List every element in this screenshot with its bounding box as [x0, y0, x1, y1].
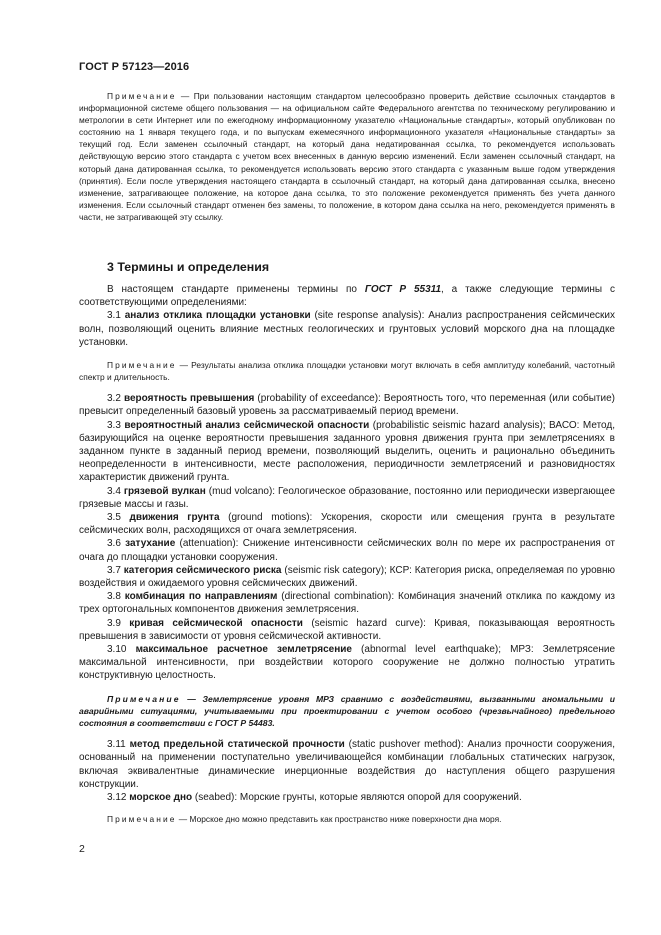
term-name: вероятность превышения	[123, 393, 255, 405]
term-name: кривая сейсмической опасности	[129, 617, 303, 629]
note-seabed: Примечание — Морское дно можно представить как пространство ниже поверхности дна моря.	[107, 814, 502, 825]
term-name: затухание	[125, 538, 176, 550]
term-3-3: 3.3 вероятностный анализ сейсмической опасности (probabilistic seismic hazard analysis); ВАСО: Метод, базирующийся на оценке вероятности превышения заданного уровня движения грунта при землетрясениях в заданном пункте в заданный период времени, позволяющий выделить, оценить и рационально объединить неопределенности в интенсивности, месте расположения, периодичности землетрясений и разновидностях характеристик движений грунта.	[79, 419, 615, 484]
term-name: комбинация по направлениям	[124, 591, 278, 603]
note-label: Примечание	[107, 91, 177, 101]
term-3-5: 3.5 движения грунта (ground motions): Ускорения, скорости или смещения грунта в результате сейсмических волн, расходящихся от очага землетрясения.	[79, 512, 615, 537]
note-text: — При пользовании настоящим стандартом целесообразно проверить действие ссылочных стандартов в информационной системе общего пользования — на официальном сайте Федерального агентства по техническому регулированию и метрологии в сети Интернет или по ежегодному информационному указателю «Национальные стандарты», который опубликован по состоянию на 1 января текущего года, и по выпускам ежемесячного информационного указателя «Национальные стандарты» за текущий год. Если заменен ссылочный стандарт, на который дана недатированная ссылка, то рекомендуется использовать действующую версию этого стандарта с учетом всех внесенных в данную версию изменений. Если заменен ссылочный стандарт, на который дана датированная ссылка, то рекомендуется использовать версию этого стандарта с указанным выше годом утверждения (принятия). Если после утверждения настоящего стандарта в ссылочный стандарт, на который дана датированная ссылка, внесено изменение, затрагивающее положение, на которое дана ссылка, то это положение рекомендуется применять без учета данного изменения. Если ссылочный стандарт отменен без замены, то положение, в котором дана ссылка на него, рекомендуется применять в части, не затрагивающей эту ссылку.	[79, 91, 615, 222]
term-3-11: 3.11 метод предельной статической прочности (static pushover method): Анализ прочности сооружения, основанный на применении поступательно увеличивающейся комбинации глобальных статических нагрузок, включая эквивалентные динамические инерционные воздействия до наступления общего разрушения конструкции.	[79, 739, 615, 790]
term-name: анализ отклика площадки установки	[124, 310, 311, 322]
term-name: метод предельной статической прочности	[129, 739, 345, 751]
term-name: движения грунта	[129, 512, 220, 524]
section-body	[79, 283, 615, 825]
term-3-2: 3.2 вероятность превышения (probability of exceedance): Вероятность того, что переменная (или событие) превысит определенный базовый уровень за рассматриваемый период времени.	[79, 393, 615, 418]
term-name: вероятностный анализ сейсмической опасности	[124, 419, 370, 431]
term-3-1: 3.1 анализ отклика площадки установки (site response analysis): Анализ распространения сейсмических волн, позволяющий оценить влияние местных геологических и грунтовых условий морского дна на площадке установки.	[79, 310, 615, 348]
term-3-9: 3.9 кривая сейсмической опасности (seismic hazard curve): Кривая, показывающая вероятность превышения в зависимости от уровня сейсмической активности.	[79, 617, 615, 642]
section-title: 3 Термины и определения	[107, 260, 270, 274]
term-name: категория сейсмического риска	[123, 564, 282, 576]
document-code: ГОСТ Р 57123—2016	[79, 61, 190, 73]
term-3-8: 3.8 комбинация по направлениям (directional combination): Комбинация значений отклика по каждому из трех ортогональных компонентов движения землетрясения.	[79, 591, 615, 616]
intro-note	[79, 90, 615, 223]
term-3-6: 3.6 затухание (attenuation): Снижение интенсивности сейсмических волн по мере их распространения от очага до площадки установки сооружения.	[79, 538, 615, 563]
term-name: максимальное расчетное землетрясение	[135, 644, 352, 656]
term-name: морское дно	[129, 792, 193, 804]
term-3-12: 3.12 морское дно (seabed): Морские грунты, которые являются опорой для сооружений.	[107, 792, 522, 804]
term-name: грязевой вулкан	[123, 485, 206, 497]
term-3-4: 3.4 грязевой вулкан (mud volcano): Геологическое образование, постоянно или периодически извергающее грязевые массы и газы.	[79, 485, 616, 510]
note-site-response: Примечание — Результаты анализа отклика площадки установки могут включать в себя амплитуду колебаний, частотный спектр и длительность.	[79, 360, 615, 383]
section-intro: В настоящем стандарте применены термины по ГОСТ Р 55311, а также следующие термины с соответствующими определениями:	[79, 284, 615, 309]
standard-reference: ГОСТ Р 55311	[364, 284, 442, 295]
term-3-10: 3.10 максимальное расчетное землетрясение (abnormal level earthquake); МРЗ: Землетрясение максимальной интенсивности, при воздействии которого сооружение не должно полностью утратить конструктивную целостность.	[79, 644, 616, 682]
note-mrz: Примечание — Землетрясение уровня МРЗ сравнимо с воздействиями, вызванными аномальными и аварийными ситуациями, учитываемыми при проектировании с учетом особого (чрезвычайного) предельного состояния в соответствии с ГОСТ Р 54483.	[79, 693, 615, 729]
term-3-7: 3.7 категория сейсмического риска (seismic risk category); КСР: Категория риска, определяемая по уровню воздействия и ожидаемого уровня сейсмических движений.	[79, 564, 615, 590]
page-number: 2	[79, 843, 85, 855]
